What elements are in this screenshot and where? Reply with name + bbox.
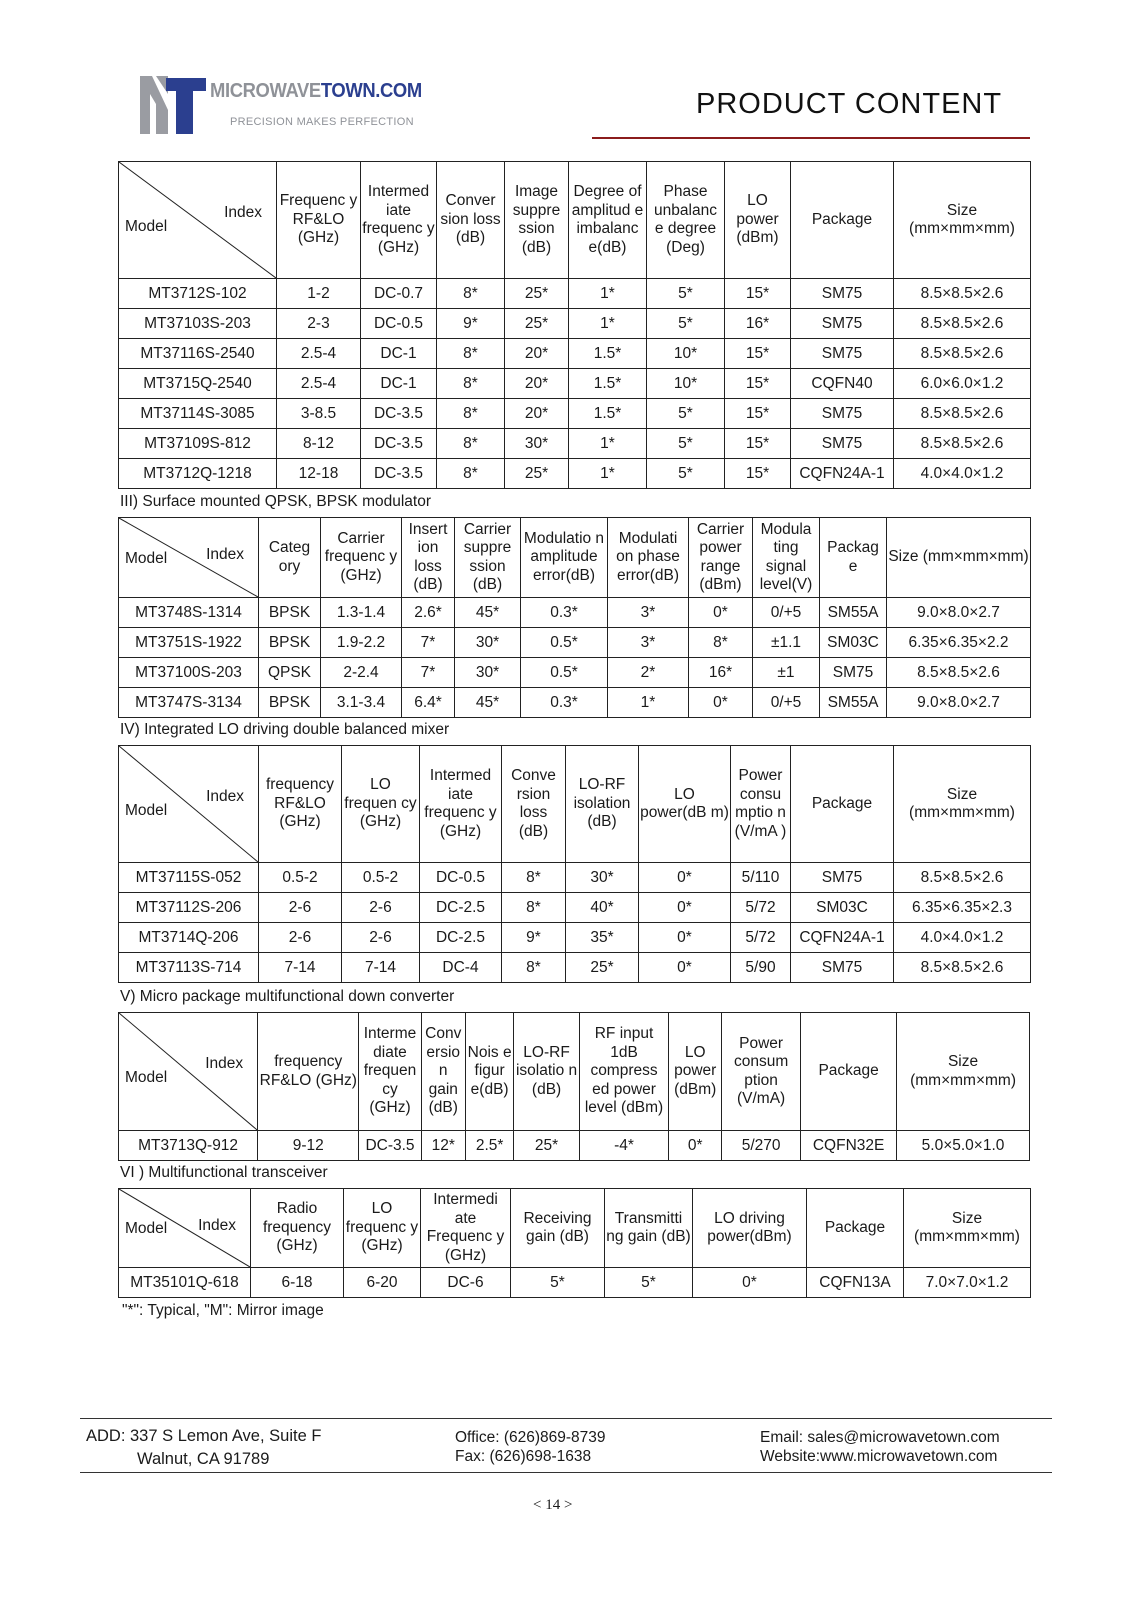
- table-cell: 9-12: [258, 1131, 359, 1161]
- table-cell: 20*: [505, 369, 569, 399]
- model-label: Model: [125, 801, 168, 819]
- table-cell: 8*: [502, 893, 566, 923]
- table-cell: 8*: [437, 459, 505, 489]
- table-cell: 2-6: [259, 893, 342, 923]
- table-cell: 0.5-2: [342, 863, 420, 893]
- table-cell: 10*: [647, 339, 725, 369]
- model-cell: MT37115S-052: [119, 863, 259, 893]
- table-cell: 9.0×8.0×2.7: [887, 688, 1031, 718]
- column-header: LO frequenc y (GHz): [344, 1189, 421, 1268]
- column-header: Categ ory: [259, 518, 321, 598]
- table-cell: CQFN13A: [807, 1268, 904, 1298]
- table-header-row: [119, 1013, 1030, 1131]
- table-cell: 1*: [608, 688, 689, 718]
- table-cell: 0.5*: [521, 628, 608, 658]
- model-label: Model: [125, 550, 168, 568]
- table-row: [119, 893, 1031, 923]
- table-row: [119, 399, 1031, 429]
- section-title-down-converter: V) Micro package multifunctional down converter: [120, 988, 455, 1005]
- page-title: PRODUCT CONTENT: [696, 88, 1003, 120]
- model-cell: MT37114S-3085: [119, 399, 277, 429]
- table-cell: 2-6: [259, 923, 342, 953]
- table-row: [119, 658, 1031, 688]
- column-header: Carrier frequenc y (GHz): [321, 518, 402, 598]
- table-cell: 15*: [725, 279, 791, 309]
- table-cell: SM75: [791, 429, 894, 459]
- table-cell: 16*: [725, 309, 791, 339]
- table-header-row: [119, 1189, 1031, 1268]
- table-cell: 5*: [647, 279, 725, 309]
- table-cell: 0/+5: [753, 688, 820, 718]
- table-cell: 5.0×5.0×1.0: [897, 1131, 1030, 1161]
- column-header: frequency RF&LO (GHz): [259, 746, 342, 863]
- model-cell: MT37116S-2540: [119, 339, 277, 369]
- footer-email-link[interactable]: Email: sales@microwavetown.com: [760, 1429, 1000, 1446]
- table-cell: 1.5*: [569, 369, 647, 399]
- table-cell: 5/270: [722, 1131, 801, 1161]
- table-cell: 20*: [505, 339, 569, 369]
- table-cell: SM03C: [791, 893, 894, 923]
- table-cell: 30*: [455, 628, 521, 658]
- table-cell: 8*: [689, 628, 753, 658]
- column-header: Modula ting signal level(V): [753, 518, 820, 598]
- table-row: [119, 279, 1031, 309]
- footer-address-line1: ADD: 337 S Lemon Ave, Suite F: [86, 1427, 322, 1445]
- table-cell: DC-3.5: [361, 459, 437, 489]
- table-cell: 6-18: [251, 1268, 344, 1298]
- table-row: [119, 1268, 1031, 1298]
- column-header: Phase unbalanc e degree (Deg): [647, 162, 725, 279]
- column-header: Frequenc y RF&LO (GHz): [277, 162, 361, 279]
- table-cell: SM75: [791, 309, 894, 339]
- table-cell: SM03C: [820, 628, 887, 658]
- table-cell: 8*: [502, 953, 566, 983]
- table-cell: DC-2.5: [420, 923, 502, 953]
- column-header: Degree of amplitud e imbalanc e(dB): [569, 162, 647, 279]
- table-cell: 5*: [647, 459, 725, 489]
- index-model-header: [119, 518, 259, 598]
- table-cell: 25*: [505, 309, 569, 339]
- table-row: [119, 429, 1031, 459]
- table-cell: 35*: [566, 923, 639, 953]
- table-cell: 2-6: [342, 893, 420, 923]
- column-header: Insert ion loss (dB): [402, 518, 455, 598]
- model-label: Model: [125, 1069, 168, 1087]
- table-cell: CQFN24A-1: [791, 459, 894, 489]
- table-cell: 6-20: [344, 1268, 421, 1298]
- index-label: Index: [198, 1217, 236, 1235]
- table-cell: CQFN24A-1: [791, 923, 894, 953]
- table-row: [119, 459, 1031, 489]
- table-cell: 15*: [725, 459, 791, 489]
- table-cell: 5/72: [731, 923, 791, 953]
- iq-mixer-table: [118, 161, 1031, 489]
- column-header: Carrier suppre ssion (dB): [455, 518, 521, 598]
- down-converter-table: [118, 1012, 1030, 1161]
- modulator-table: [118, 517, 1031, 718]
- table-cell: 9*: [437, 309, 505, 339]
- table-cell: 6.35×6.35×2.2: [887, 628, 1031, 658]
- table-cell: 7-14: [259, 953, 342, 983]
- table-row: [119, 369, 1031, 399]
- table-cell: 30*: [455, 658, 521, 688]
- table-cell: BPSK: [259, 628, 321, 658]
- footer-office-phone: Office: (626)869-8739: [455, 1429, 606, 1446]
- table-cell: 30*: [566, 863, 639, 893]
- table-cell: 8.5×8.5×2.6: [894, 429, 1031, 459]
- table-cell: 3*: [608, 598, 689, 628]
- logo-wordmark: [210, 80, 422, 103]
- column-header: Modulatio n amplitude error(dB): [521, 518, 608, 598]
- table-cell: 1*: [569, 429, 647, 459]
- table-cell: 20*: [505, 399, 569, 429]
- table-row: [119, 923, 1031, 953]
- column-header: LO power (dBm): [669, 1013, 722, 1131]
- column-header: Package: [791, 746, 894, 863]
- table-cell: 0*: [669, 1131, 722, 1161]
- table-cell: DC-0.7: [361, 279, 437, 309]
- table-cell: DC-6: [421, 1268, 511, 1298]
- table-cell: 8-12: [277, 429, 361, 459]
- table-cell: BPSK: [259, 688, 321, 718]
- column-header: Size (mm×mm×mm): [894, 746, 1031, 863]
- table-header-row: [119, 746, 1031, 863]
- table-cell: 6.4*: [402, 688, 455, 718]
- column-header: LO driving power(dBm): [693, 1189, 807, 1268]
- table-cell: BPSK: [259, 598, 321, 628]
- table-cell: 2*: [608, 658, 689, 688]
- table-cell: 5*: [647, 399, 725, 429]
- column-header: Size (mm×mm×mm): [897, 1013, 1030, 1131]
- column-header: Package: [807, 1189, 904, 1268]
- table-cell: 40*: [566, 893, 639, 923]
- mt-logo-mark-icon: [138, 74, 208, 136]
- logo-name-part-b: TOWN.COM: [320, 80, 422, 102]
- table-cell: 8.5×8.5×2.6: [894, 279, 1031, 309]
- table-cell: 8.5×8.5×2.6: [894, 339, 1031, 369]
- table-cell: 30*: [505, 429, 569, 459]
- table-cell: 8*: [437, 429, 505, 459]
- table-cell: 2.5-4: [277, 369, 361, 399]
- title-underline: [592, 137, 1030, 139]
- table-cell: 0/+5: [753, 598, 820, 628]
- column-header: Size (mm×mm×mm): [887, 518, 1031, 598]
- column-header: frequency RF&LO (GHz): [258, 1013, 359, 1131]
- column-header: Interme diate frequen cy (GHz): [359, 1013, 421, 1131]
- table-cell: SM75: [791, 953, 894, 983]
- table-cell: 3.1-3.4: [321, 688, 402, 718]
- footer-website-link[interactable]: Website:www.microwavetown.com: [760, 1448, 998, 1465]
- table-cell: 12-18: [277, 459, 361, 489]
- table-cell: 7*: [402, 658, 455, 688]
- table-cell: 5*: [647, 429, 725, 459]
- table-cell: ±1.1: [753, 628, 820, 658]
- table-row: [119, 598, 1031, 628]
- table-cell: SM55A: [820, 688, 887, 718]
- footer-top-rule: [80, 1418, 1052, 1419]
- model-cell: MT3714Q-206: [119, 923, 259, 953]
- column-header: Power consum ption (V/mA): [722, 1013, 801, 1131]
- model-label: Model: [125, 217, 168, 235]
- table-cell: 1.5*: [569, 399, 647, 429]
- table-cell: 4.0×4.0×1.2: [894, 923, 1031, 953]
- table-cell: 4.0×4.0×1.2: [894, 459, 1031, 489]
- table-cell: 2-2.4: [321, 658, 402, 688]
- table-cell: DC-4: [420, 953, 502, 983]
- table-cell: 8.5×8.5×2.6: [894, 399, 1031, 429]
- model-cell: MT3747S-3134: [119, 688, 259, 718]
- table-cell: SM75: [791, 339, 894, 369]
- table-cell: 8*: [437, 369, 505, 399]
- table-row: [119, 339, 1031, 369]
- column-header: Conve rsion loss (dB): [502, 746, 566, 863]
- table-header-row: [119, 518, 1031, 598]
- table-cell: 16*: [689, 658, 753, 688]
- table-cell: DC-0.5: [361, 309, 437, 339]
- table-cell: CQFN40: [791, 369, 894, 399]
- table-cell: 2-6: [342, 923, 420, 953]
- table-cell: 2.6*: [402, 598, 455, 628]
- model-cell: MT3713Q-912: [119, 1131, 258, 1161]
- table-cell: 0.3*: [521, 688, 608, 718]
- model-cell: MT37113S-714: [119, 953, 259, 983]
- table-cell: 0.3*: [521, 598, 608, 628]
- model-cell: MT35101Q-618: [119, 1268, 251, 1298]
- model-cell: MT37112S-206: [119, 893, 259, 923]
- table-cell: QPSK: [259, 658, 321, 688]
- table-cell: SM75: [791, 399, 894, 429]
- table-cell: DC-3.5: [359, 1131, 421, 1161]
- table-cell: 15*: [725, 339, 791, 369]
- table-cell: 0*: [639, 863, 731, 893]
- table-cell: 0*: [639, 953, 731, 983]
- table-cell: 15*: [725, 369, 791, 399]
- column-header: Image suppre ssion (dB): [505, 162, 569, 279]
- column-header: Packag e: [820, 518, 887, 598]
- table-cell: DC-2.5: [420, 893, 502, 923]
- section-title-modulator: III) Surface mounted QPSK, BPSK modulator: [120, 493, 432, 510]
- table-cell: 8.5×8.5×2.6: [894, 863, 1031, 893]
- table-cell: 3-8.5: [277, 399, 361, 429]
- table-cell: 8*: [437, 399, 505, 429]
- table-cell: SM75: [791, 279, 894, 309]
- model-cell: MT37109S-812: [119, 429, 277, 459]
- table-row: [119, 953, 1031, 983]
- table-cell: DC-1: [361, 369, 437, 399]
- table-cell: ±1: [753, 658, 820, 688]
- logo-tagline: PRECISION MAKES PERFECTION: [230, 116, 414, 128]
- table-cell: 25*: [505, 459, 569, 489]
- index-label: Index: [224, 203, 262, 221]
- column-header: LO power (dBm): [725, 162, 791, 279]
- index-model-header: [119, 746, 259, 863]
- column-header: LO power(dB m): [639, 746, 731, 863]
- table-cell: SM75: [820, 658, 887, 688]
- table-cell: DC-1: [361, 339, 437, 369]
- table-row: [119, 628, 1031, 658]
- table-cell: 15*: [725, 429, 791, 459]
- model-cell: MT3712S-102: [119, 279, 277, 309]
- table-cell: 3*: [608, 628, 689, 658]
- table-cell: 8*: [502, 863, 566, 893]
- model-cell: MT3748S-1314: [119, 598, 259, 628]
- table-cell: 0.5*: [521, 658, 608, 688]
- table-row: [119, 688, 1031, 718]
- section-title-mixer: IV) Integrated LO driving double balanced mixer: [120, 721, 450, 738]
- column-header: Conv ersio n gain (dB): [421, 1013, 465, 1131]
- table-cell: 12*: [421, 1131, 465, 1161]
- table-cell: SM55A: [820, 598, 887, 628]
- model-cell: MT3712Q-1218: [119, 459, 277, 489]
- logo-name-part-a: MICROWAVE: [210, 80, 321, 102]
- column-header: RF input 1dB compress ed power level (dBm): [579, 1013, 669, 1131]
- column-header: Receiving gain (dB): [511, 1189, 605, 1268]
- table-row: [119, 309, 1031, 339]
- footer-bottom-rule: [80, 1472, 1052, 1473]
- column-header: Carrier power range (dBm): [689, 518, 753, 598]
- table-cell: 5/72: [731, 893, 791, 923]
- table-cell: 8*: [437, 339, 505, 369]
- table-cell: SM75: [791, 863, 894, 893]
- index-model-header: [119, 1013, 258, 1131]
- model-cell: MT37100S-203: [119, 658, 259, 688]
- table-cell: 25*: [566, 953, 639, 983]
- table-cell: 8*: [437, 279, 505, 309]
- table-cell: 2.5-4: [277, 339, 361, 369]
- column-header: Size (mm×mm×mm): [904, 1189, 1031, 1268]
- table-cell: 6.0×6.0×1.2: [894, 369, 1031, 399]
- table-cell: DC-3.5: [361, 429, 437, 459]
- model-cell: MT37103S-203: [119, 309, 277, 339]
- column-header: Nois e figur e(dB): [465, 1013, 514, 1131]
- model-label: Model: [125, 1220, 168, 1238]
- table-cell: 0*: [639, 893, 731, 923]
- column-header: Transmitti ng gain (dB): [605, 1189, 693, 1268]
- table-cell: 1.9-2.2: [321, 628, 402, 658]
- table-cell: 7.0×7.0×1.2: [904, 1268, 1031, 1298]
- table-cell: 0*: [689, 598, 753, 628]
- table-cell: 45*: [455, 688, 521, 718]
- index-model-header: [119, 162, 277, 279]
- table-cell: 8.5×8.5×2.6: [887, 658, 1031, 688]
- table-cell: 7*: [402, 628, 455, 658]
- table-cell: 8.5×8.5×2.6: [894, 953, 1031, 983]
- column-header: LO-RF isolation (dB): [566, 746, 639, 863]
- table-cell: 25*: [514, 1131, 579, 1161]
- model-cell: MT3715Q-2540: [119, 369, 277, 399]
- index-label: Index: [206, 546, 244, 564]
- table-cell: 45*: [455, 598, 521, 628]
- column-header: Intermed iate frequenc y (GHz): [361, 162, 437, 279]
- column-header: Power consu mptio n (V/mA ): [731, 746, 791, 863]
- table-cell: 1*: [569, 459, 647, 489]
- column-header: Package: [791, 162, 894, 279]
- column-header: Intermedi ate Frequenc y (GHz): [421, 1189, 511, 1268]
- column-header: Modulati on phase error(dB): [608, 518, 689, 598]
- index-label: Index: [206, 787, 244, 805]
- transceiver-table: [118, 1188, 1031, 1298]
- table-cell: 5/110: [731, 863, 791, 893]
- index-label: Index: [205, 1055, 244, 1073]
- table-cell: 1.5*: [569, 339, 647, 369]
- footnote: "*": Typical, "M": Mirror image: [122, 1302, 324, 1319]
- column-header: Conver sion loss (dB): [437, 162, 505, 279]
- table-cell: 2.5*: [465, 1131, 514, 1161]
- column-header: LO frequen cy (GHz): [342, 746, 420, 863]
- table-cell: 6.35×6.35×2.3: [894, 893, 1031, 923]
- table-cell: 0*: [639, 923, 731, 953]
- table-row: [119, 1131, 1030, 1161]
- table-cell: 5*: [647, 309, 725, 339]
- table-cell: 8.5×8.5×2.6: [894, 309, 1031, 339]
- table-cell: 0*: [693, 1268, 807, 1298]
- column-header: LO-RF isolatio n (dB): [514, 1013, 579, 1131]
- table-cell: DC-3.5: [361, 399, 437, 429]
- model-cell: MT3751S-1922: [119, 628, 259, 658]
- column-header: Intermed iate frequenc y (GHz): [420, 746, 502, 863]
- company-logo: [138, 74, 438, 138]
- mixer-table: [118, 745, 1031, 983]
- table-cell: 0*: [689, 688, 753, 718]
- table-cell: 5*: [605, 1268, 693, 1298]
- table-cell: 1-2: [277, 279, 361, 309]
- page-number: < 14 >: [533, 1497, 573, 1513]
- table-cell: 0.5-2: [259, 863, 342, 893]
- table-cell: 10*: [647, 369, 725, 399]
- table-header-row: [119, 162, 1031, 279]
- table-cell: 9.0×8.0×2.7: [887, 598, 1031, 628]
- column-header: Package: [801, 1013, 897, 1131]
- section-title-transceiver: VI ) Multifunctional transceiver: [120, 1164, 328, 1181]
- table-cell: DC-0.5: [420, 863, 502, 893]
- table-cell: 15*: [725, 399, 791, 429]
- table-cell: 5/90: [731, 953, 791, 983]
- table-cell: CQFN32E: [801, 1131, 897, 1161]
- column-header: Radio frequency (GHz): [251, 1189, 344, 1268]
- table-cell: 2-3: [277, 309, 361, 339]
- table-row: [119, 863, 1031, 893]
- index-model-header: [119, 1189, 251, 1268]
- table-cell: -4*: [579, 1131, 669, 1161]
- table-cell: 9*: [502, 923, 566, 953]
- table-cell: 1.3-1.4: [321, 598, 402, 628]
- table-cell: 7-14: [342, 953, 420, 983]
- footer-fax: Fax: (626)698-1638: [455, 1448, 592, 1465]
- table-cell: 1*: [569, 309, 647, 339]
- table-cell: 1*: [569, 279, 647, 309]
- column-header: Size (mm×mm×mm): [894, 162, 1031, 279]
- footer-address-line2: Walnut, CA 91789: [137, 1450, 270, 1468]
- table-cell: 25*: [505, 279, 569, 309]
- table-cell: 5*: [511, 1268, 605, 1298]
